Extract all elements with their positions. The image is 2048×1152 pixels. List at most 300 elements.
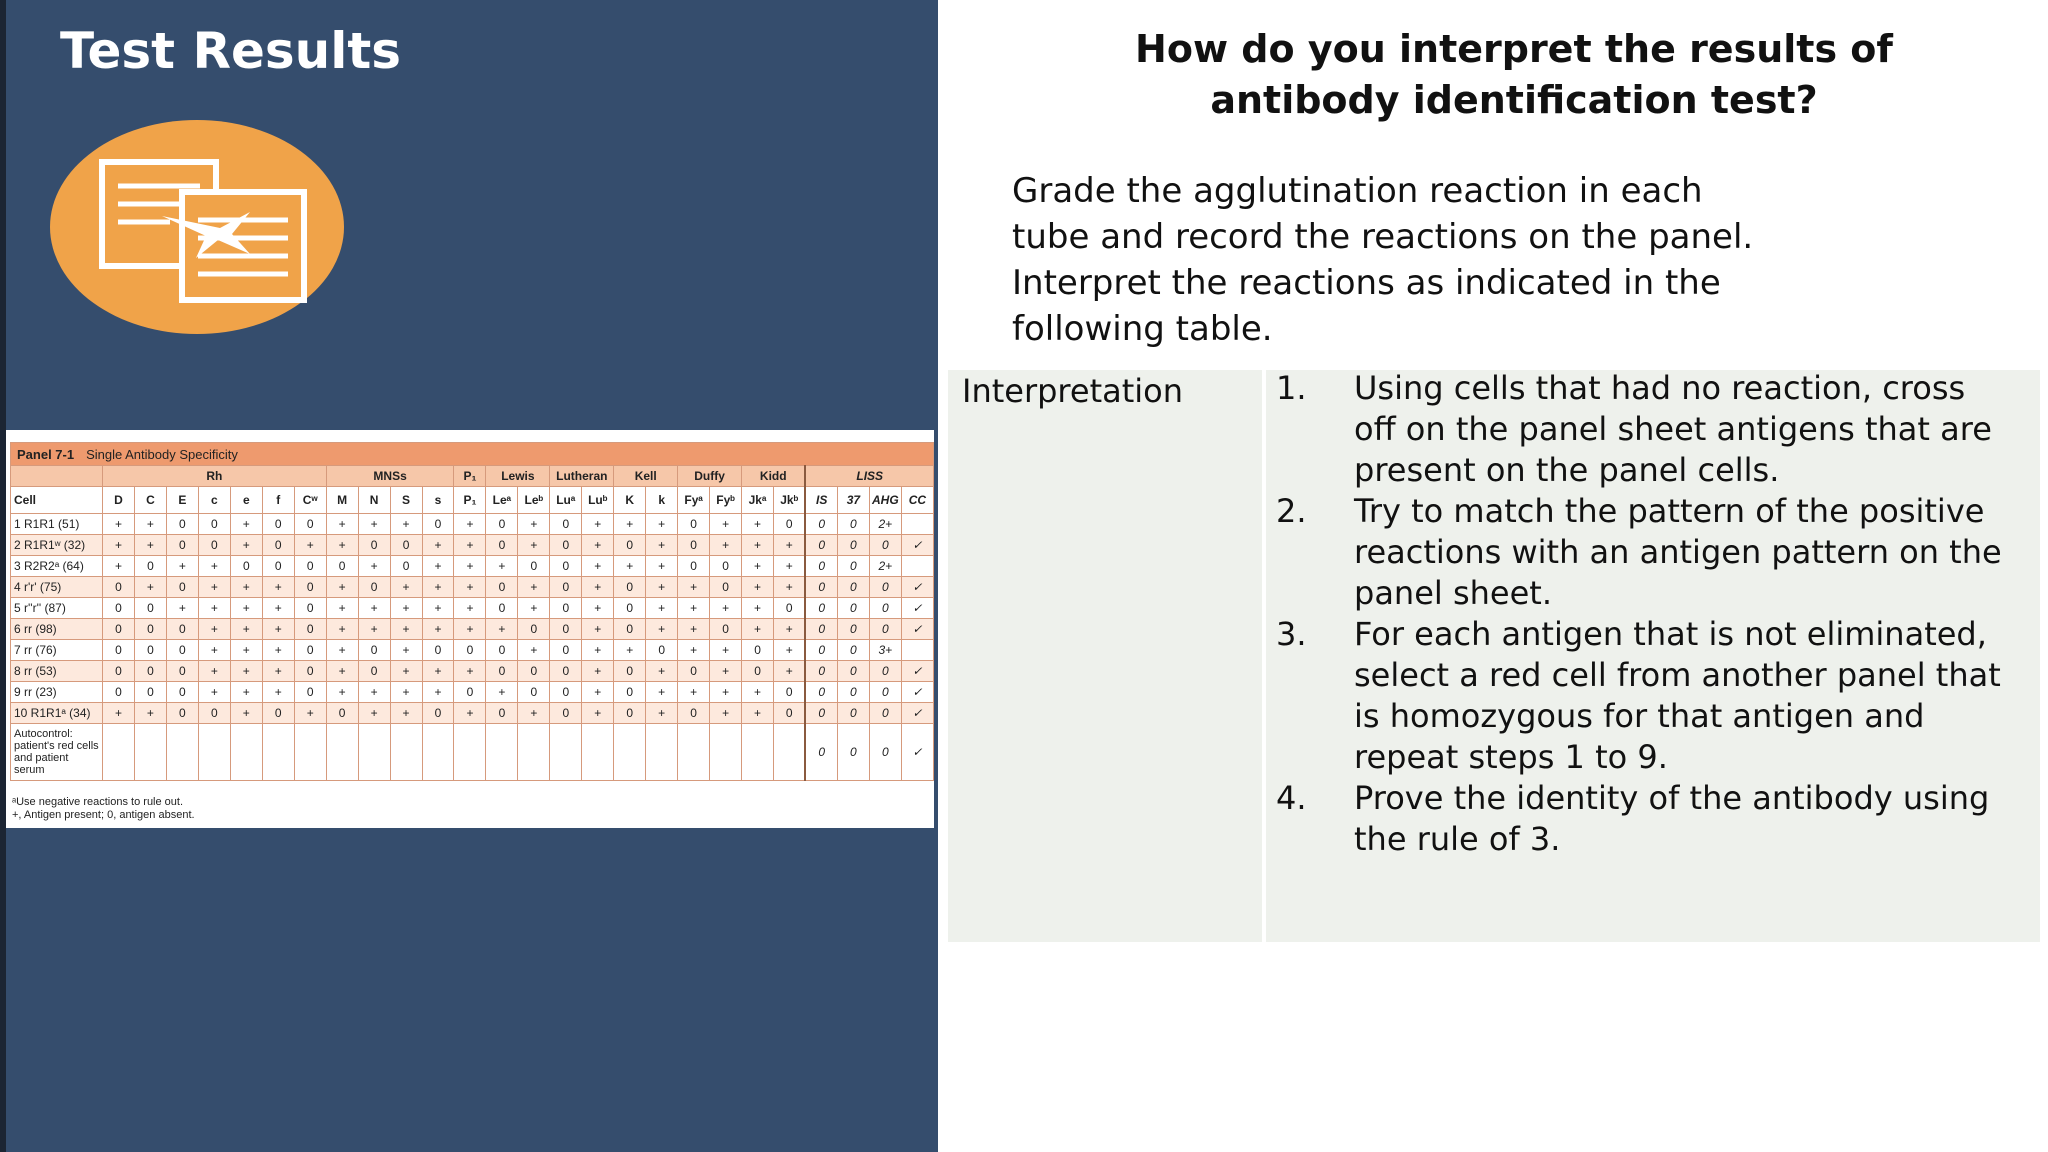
autocontrol-empty — [774, 724, 806, 781]
antigen-reaction: + — [262, 682, 294, 703]
question-line-2: antibody identification test? — [1210, 78, 1818, 122]
antigen-reaction: 0 — [262, 556, 294, 577]
antigen-reaction: + — [422, 577, 454, 598]
antigen-reaction: 0 — [774, 514, 806, 535]
antigen-reaction: + — [710, 682, 742, 703]
autocontrol-empty — [262, 724, 294, 781]
panel-cell-name: 2 R1R1ʷ (32) — [11, 535, 103, 556]
antigen-reaction: + — [742, 619, 774, 640]
antigen-reaction: + — [582, 598, 614, 619]
panel-row — [11, 661, 934, 682]
group-header-p: P₁ — [454, 466, 486, 487]
antigen-reaction: 0 — [550, 556, 582, 577]
antigen-reaction: 0 — [550, 598, 582, 619]
panel-title-cell — [11, 443, 934, 466]
antigen-reaction: 0 — [454, 640, 486, 661]
liss-result: ✓ — [901, 703, 933, 724]
liss-result: ✓ — [901, 535, 933, 556]
panel-title-row — [11, 443, 934, 466]
antigen-reaction: 0 — [678, 514, 710, 535]
liss-result: ✓ — [901, 577, 933, 598]
antigen-reaction: + — [454, 577, 486, 598]
antigen-reaction: 0 — [518, 619, 550, 640]
autocontrol-empty — [550, 724, 582, 781]
antigen-reaction: 0 — [358, 535, 390, 556]
antigen-header: f — [262, 487, 294, 514]
liss-result: 0 — [869, 535, 901, 556]
antigen-reaction: + — [582, 619, 614, 640]
group-header-blank — [11, 466, 103, 487]
antigen-header: Luᵃ — [550, 487, 582, 514]
antigen-reaction: 0 — [774, 598, 806, 619]
antigen-reaction: + — [454, 514, 486, 535]
antigen-reaction: + — [710, 514, 742, 535]
autocontrol-empty — [326, 724, 358, 781]
antigen-reaction: 0 — [422, 703, 454, 724]
antigen-reaction: 0 — [134, 556, 166, 577]
group-header-kidd: Kidd — [742, 466, 806, 487]
antigen-reaction: 0 — [294, 640, 326, 661]
antigen-reaction: + — [582, 703, 614, 724]
liss-result: 0 — [869, 598, 901, 619]
antigen-reaction: + — [134, 577, 166, 598]
antigen-reaction: + — [103, 556, 135, 577]
antigen-reaction: 0 — [486, 514, 518, 535]
antigen-reaction: 0 — [390, 556, 422, 577]
antigen-reaction: + — [454, 661, 486, 682]
antigen-reaction: + — [262, 661, 294, 682]
antigen-reaction: + — [710, 598, 742, 619]
question-line-1: How do you interpret the results of — [1135, 27, 1893, 71]
antigen-reaction: + — [198, 619, 230, 640]
antigen-reaction: + — [134, 535, 166, 556]
autocontrol-empty — [103, 724, 135, 781]
antigen-reaction: + — [326, 661, 358, 682]
antigen-reaction: 0 — [294, 661, 326, 682]
antigen-reaction: + — [582, 682, 614, 703]
panel-group-row — [11, 466, 934, 487]
antigen-reaction: 0 — [103, 598, 135, 619]
antigen-reaction: + — [230, 640, 262, 661]
antigen-reaction: 0 — [614, 535, 646, 556]
antigen-reaction: 0 — [742, 640, 774, 661]
antigen-reaction: + — [454, 703, 486, 724]
liss-result: 0 — [805, 619, 837, 640]
liss-result: 0 — [837, 556, 869, 577]
liss-result: 0 — [805, 535, 837, 556]
liss-header: CC — [901, 487, 933, 514]
antigen-reaction: + — [294, 703, 326, 724]
antigen-reaction: 0 — [774, 682, 806, 703]
liss-result — [901, 640, 933, 661]
antigen-reaction: + — [326, 682, 358, 703]
antigen-reaction: + — [390, 577, 422, 598]
antigen-reaction: + — [518, 577, 550, 598]
liss-result: ✓ — [901, 619, 933, 640]
antigen-reaction: 0 — [166, 640, 198, 661]
intro-line-3: Interpret the reactions as indicated in the — [1012, 263, 1721, 303]
antigen-reaction: 0 — [230, 556, 262, 577]
antigen-reaction: + — [742, 598, 774, 619]
antigen-reaction: + — [646, 703, 678, 724]
antigen-reaction: + — [646, 556, 678, 577]
liss-result: 0 — [805, 598, 837, 619]
interpretation-label: Interpretation — [962, 372, 1184, 410]
antigen-reaction: 0 — [166, 703, 198, 724]
antigen-reaction: + — [230, 619, 262, 640]
antigen-reaction: + — [518, 598, 550, 619]
antigen-reaction: 0 — [103, 682, 135, 703]
antigen-reaction: 0 — [550, 619, 582, 640]
antigen-reaction: + — [742, 556, 774, 577]
liss-result: ✓ — [901, 682, 933, 703]
panel-row — [11, 703, 934, 724]
panel-cell-name: 5 r''r'' (87) — [11, 598, 103, 619]
antigen-header: P₁ — [454, 487, 486, 514]
antigen-header: K — [614, 487, 646, 514]
liss-header: IS — [805, 487, 837, 514]
antigen-reaction: + — [326, 535, 358, 556]
antigen-reaction: 0 — [103, 577, 135, 598]
intro-line-1: Grade the agglutination reaction in each — [1012, 171, 1703, 211]
antigen-reaction: 0 — [710, 619, 742, 640]
liss-result: 2+ — [869, 514, 901, 535]
autocontrol-liss-result: ✓ — [901, 724, 933, 781]
liss-result: 3+ — [869, 640, 901, 661]
antigen-reaction: + — [262, 640, 294, 661]
antigen-reaction: 0 — [262, 703, 294, 724]
antigen-reaction: 0 — [614, 661, 646, 682]
step-number: 1. — [1276, 369, 1307, 407]
antigen-reaction: 0 — [614, 577, 646, 598]
antigen-reaction: + — [326, 640, 358, 661]
liss-result: 0 — [869, 682, 901, 703]
antigen-reaction: 0 — [710, 577, 742, 598]
antigen-reaction: + — [390, 640, 422, 661]
antigen-reaction: + — [358, 556, 390, 577]
antigen-header: Fyᵇ — [710, 487, 742, 514]
panel-antigen-row — [11, 487, 934, 514]
panel-note-legend: +, Antigen present; 0, antigen absent. — [12, 809, 195, 821]
documents-icon-circle — [50, 120, 344, 334]
intro-line-2: tube and record the reactions on the panel. — [1012, 217, 1754, 257]
antigen-reaction: + — [774, 556, 806, 577]
antigen-reaction: + — [518, 703, 550, 724]
antigen-reaction: 0 — [518, 661, 550, 682]
antigen-reaction: + — [390, 661, 422, 682]
antigen-reaction: + — [422, 535, 454, 556]
antigen-reaction: 0 — [198, 535, 230, 556]
antigen-reaction: 0 — [486, 535, 518, 556]
autocontrol-empty — [358, 724, 390, 781]
antigen-reaction: + — [454, 535, 486, 556]
antigen-reaction: + — [294, 535, 326, 556]
antigen-reaction: 0 — [294, 556, 326, 577]
group-header-lewis: Lewis — [486, 466, 550, 487]
antigen-reaction: + — [582, 661, 614, 682]
antigen-reaction: + — [486, 682, 518, 703]
liss-result: 0 — [837, 640, 869, 661]
antigen-reaction: + — [326, 598, 358, 619]
antigen-reaction: + — [646, 577, 678, 598]
antigen-reaction: + — [614, 640, 646, 661]
antigen-reaction: + — [646, 682, 678, 703]
antigen-reaction: + — [646, 661, 678, 682]
group-header-duffy: Duffy — [678, 466, 742, 487]
antigen-header: M — [326, 487, 358, 514]
liss-result: ✓ — [901, 661, 933, 682]
antigen-reaction: + — [774, 640, 806, 661]
antigen-reaction: 0 — [262, 514, 294, 535]
antigen-header: k — [646, 487, 678, 514]
group-header-mnss: MNSs — [326, 466, 454, 487]
panel-cell-name: 10 R1R1ᵃ (34) — [11, 703, 103, 724]
antigen-reaction: 0 — [550, 514, 582, 535]
antigen-reaction: 0 — [710, 556, 742, 577]
cell-column-header: Cell — [11, 487, 103, 514]
antigen-reaction: + — [742, 682, 774, 703]
antigen-reaction: 0 — [294, 619, 326, 640]
antigen-header: Jkᵇ — [774, 487, 806, 514]
antigen-reaction: 0 — [678, 556, 710, 577]
antigen-reaction: 0 — [550, 535, 582, 556]
antigen-reaction: 0 — [678, 703, 710, 724]
interpretation-divider — [1262, 370, 1266, 942]
antigen-reaction: 0 — [198, 703, 230, 724]
antigen-header: Leᵇ — [518, 487, 550, 514]
antigen-reaction: + — [582, 640, 614, 661]
question-heading — [960, 24, 2048, 126]
antigen-reaction: + — [646, 535, 678, 556]
antibody-panel-table — [10, 442, 934, 781]
panel-row — [11, 598, 934, 619]
antigen-reaction: + — [326, 619, 358, 640]
step-text: Prove the identity of the antibody using the rule of 3. — [1354, 779, 1990, 858]
autocontrol-empty — [390, 724, 422, 781]
antigen-header: e — [230, 487, 262, 514]
panel-row — [11, 514, 934, 535]
antigen-reaction: + — [518, 640, 550, 661]
liss-result: 0 — [869, 577, 901, 598]
antigen-reaction: + — [646, 619, 678, 640]
antigen-reaction: + — [230, 703, 262, 724]
step-item — [1276, 778, 2016, 860]
antigen-reaction: 0 — [550, 661, 582, 682]
panel-row — [11, 577, 934, 598]
antigen-reaction: + — [230, 661, 262, 682]
liss-result: 0 — [837, 703, 869, 724]
panel-row — [11, 556, 934, 577]
antigen-reaction: + — [582, 556, 614, 577]
antigen-reaction: + — [358, 682, 390, 703]
antigen-reaction: 0 — [134, 619, 166, 640]
antigen-reaction: 0 — [614, 703, 646, 724]
antigen-reaction: + — [326, 514, 358, 535]
group-header-rh: Rh — [103, 466, 327, 487]
documents-icon — [50, 120, 344, 334]
step-number: 3. — [1276, 615, 1307, 653]
interpretation-steps — [1276, 368, 2016, 860]
antigen-reaction: 0 — [134, 682, 166, 703]
antigen-reaction: + — [390, 703, 422, 724]
panel-subtitle: Single Antibody Specificity — [86, 446, 238, 462]
antigen-reaction: + — [774, 661, 806, 682]
antigen-header: Cʷ — [294, 487, 326, 514]
antigen-reaction: 0 — [358, 661, 390, 682]
liss-result: 0 — [869, 619, 901, 640]
group-header-kell: Kell — [614, 466, 678, 487]
antigen-reaction: 0 — [294, 514, 326, 535]
antigen-reaction: 0 — [550, 577, 582, 598]
antigen-reaction: + — [422, 556, 454, 577]
liss-result: 0 — [805, 514, 837, 535]
antigen-reaction: + — [262, 598, 294, 619]
autocontrol-empty — [678, 724, 710, 781]
liss-result: 0 — [805, 577, 837, 598]
autocontrol-empty — [230, 724, 262, 781]
antigen-reaction: + — [774, 577, 806, 598]
antigen-reaction: + — [646, 514, 678, 535]
liss-header: 37 — [837, 487, 869, 514]
antigen-reaction: 0 — [166, 682, 198, 703]
antigen-reaction: 0 — [294, 577, 326, 598]
panel-label: Panel 7-1 — [17, 446, 75, 462]
antigen-reaction: 0 — [614, 598, 646, 619]
antigen-reaction: + — [742, 535, 774, 556]
antigen-reaction: + — [422, 661, 454, 682]
panel-row — [11, 640, 934, 661]
step-text: Try to match the pattern of the positive reactions with an antigen pattern on the panel sheet. — [1354, 492, 2002, 612]
antigen-reaction: 0 — [486, 703, 518, 724]
antigen-reaction: 0 — [326, 556, 358, 577]
intro-line-4: following table. — [1012, 309, 1273, 349]
antigen-reaction: + — [518, 514, 550, 535]
intro-paragraph — [1012, 168, 1972, 352]
antigen-reaction: 0 — [614, 682, 646, 703]
step-item — [1276, 368, 2016, 491]
antigen-reaction: 0 — [774, 703, 806, 724]
antibody-panel-card — [6, 430, 934, 828]
antigen-reaction: + — [230, 535, 262, 556]
antigen-header: c — [198, 487, 230, 514]
autocontrol-empty — [486, 724, 518, 781]
antigen-reaction: + — [166, 556, 198, 577]
antigen-reaction: + — [742, 577, 774, 598]
antigen-reaction: + — [614, 556, 646, 577]
panel-cell-name: 3 R2R2ᵃ (64) — [11, 556, 103, 577]
antigen-reaction: 0 — [486, 661, 518, 682]
step-item — [1276, 491, 2016, 614]
antigen-header: C — [134, 487, 166, 514]
liss-result — [901, 514, 933, 535]
antigen-reaction: + — [486, 556, 518, 577]
antigen-header: E — [166, 487, 198, 514]
antigen-reaction: 0 — [646, 640, 678, 661]
autocontrol-empty — [518, 724, 550, 781]
antigen-reaction: 0 — [358, 640, 390, 661]
antigen-reaction: 0 — [134, 661, 166, 682]
antigen-reaction: + — [422, 598, 454, 619]
antigen-reaction: + — [678, 619, 710, 640]
group-header-lutheran: Lutheran — [550, 466, 614, 487]
antigen-reaction: 0 — [294, 682, 326, 703]
autocontrol-empty — [294, 724, 326, 781]
antigen-reaction: + — [103, 703, 135, 724]
antigen-reaction: 0 — [550, 640, 582, 661]
slide-title: Test Results — [60, 22, 402, 80]
antigen-reaction: + — [358, 514, 390, 535]
autocontrol-empty — [742, 724, 774, 781]
antigen-reaction: + — [518, 535, 550, 556]
liss-result: 0 — [837, 619, 869, 640]
antigen-reaction: 0 — [486, 598, 518, 619]
antigen-reaction: 0 — [166, 577, 198, 598]
antigen-reaction: + — [710, 661, 742, 682]
antigen-reaction: + — [103, 535, 135, 556]
antigen-reaction: 0 — [390, 535, 422, 556]
liss-result: 0 — [869, 703, 901, 724]
group-header-liss: LISS — [805, 466, 933, 487]
antigen-header: S — [390, 487, 422, 514]
panel-cell-name: 6 rr (98) — [11, 619, 103, 640]
antigen-reaction: + — [198, 577, 230, 598]
step-item — [1276, 614, 2016, 778]
antigen-reaction: + — [390, 682, 422, 703]
antigen-reaction: + — [326, 577, 358, 598]
autocontrol-liss-result: 0 — [805, 724, 837, 781]
antigen-reaction: + — [262, 619, 294, 640]
liss-result: 0 — [805, 556, 837, 577]
autocontrol-empty — [422, 724, 454, 781]
autocontrol-empty — [198, 724, 230, 781]
antigen-reaction: + — [358, 619, 390, 640]
antigen-reaction: 0 — [134, 640, 166, 661]
antigen-reaction: 0 — [166, 514, 198, 535]
antigen-reaction: + — [390, 598, 422, 619]
antigen-reaction: + — [646, 598, 678, 619]
liss-result: 0 — [837, 514, 869, 535]
antigen-header: Jkᵃ — [742, 487, 774, 514]
autocontrol-empty — [166, 724, 198, 781]
antigen-reaction: + — [454, 556, 486, 577]
antigen-reaction: 0 — [166, 619, 198, 640]
liss-result: ✓ — [901, 598, 933, 619]
antigen-reaction: + — [198, 682, 230, 703]
antigen-reaction: 0 — [614, 619, 646, 640]
liss-result: 0 — [805, 703, 837, 724]
liss-result: 0 — [805, 682, 837, 703]
antigen-reaction: 0 — [550, 682, 582, 703]
antigen-reaction: + — [678, 598, 710, 619]
antigen-reaction: + — [742, 703, 774, 724]
step-text: For each antigen that is not eliminated, select a red cell from another panel that is homozygous for that antigen and repeat steps 1 to 9. — [1354, 615, 2001, 776]
antigen-reaction: + — [582, 514, 614, 535]
antigen-reaction: + — [678, 577, 710, 598]
antigen-reaction: 0 — [678, 661, 710, 682]
antigen-reaction: + — [390, 514, 422, 535]
antigen-reaction: 0 — [134, 598, 166, 619]
antigen-reaction: 0 — [262, 535, 294, 556]
antigen-reaction: 0 — [103, 661, 135, 682]
antigen-reaction: + — [742, 514, 774, 535]
panel-cell-name: 1 R1R1 (51) — [11, 514, 103, 535]
antigen-header: s — [422, 487, 454, 514]
antigen-reaction: 0 — [742, 661, 774, 682]
panel-cell-name: 9 rr (23) — [11, 682, 103, 703]
liss-result: 0 — [837, 682, 869, 703]
autocontrol-empty — [454, 724, 486, 781]
liss-result: 0 — [869, 661, 901, 682]
